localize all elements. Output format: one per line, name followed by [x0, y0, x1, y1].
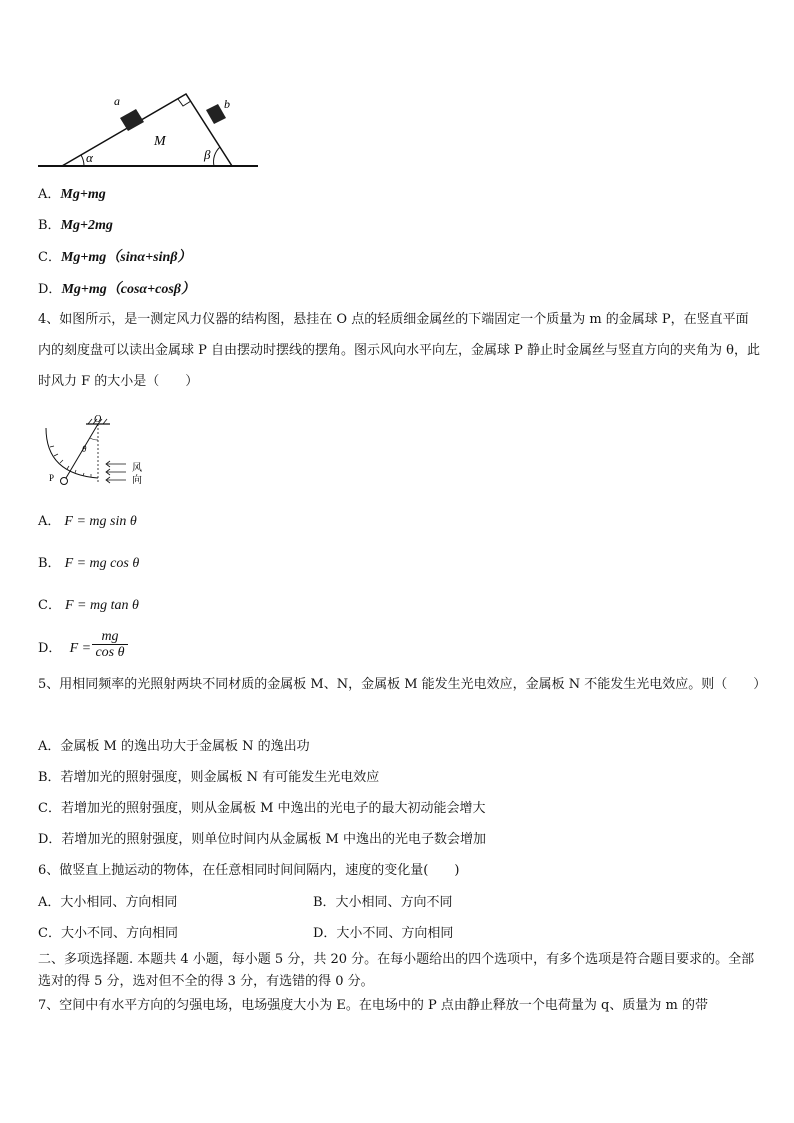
- section-2-instructions: 二、多项选择题. 本题共 4 小题，每小题 5 分，共 20 分。在每小题给出的四个选项中，有多个选项是符合题目要求的。全部选对的得 5 分，选对但不全的得 3 分，有选错的得 0 分。: [38, 952, 755, 989]
- q6-stem: 6、做竖直上抛运动的物体，在任意相同时间间隔内，速度的变化量( ): [38, 863, 460, 878]
- wind-meter-figure: [36, 412, 166, 492]
- q5-option-c: C．若增加光的照射强度，则从金属板 M 中逸出的光电子的最大初动能会增大: [38, 801, 486, 816]
- label-a: a: [114, 94, 120, 108]
- q4-stem: 4、如图所示，是一测定风力仪器的结构图，悬挂在 O 点的轻质细金属丝的下端固定一个质量为 m 的金属球 P，在竖直平面内的刻度盘可以读出金属球 P 自由摆动时摆线的摆角。图示风向水平向左，金属球 P 静止时金属丝与竖直方向的夹角为 θ，此时风力 F 的大小是（ ）: [38, 312, 760, 389]
- q5-option-a: A．金属板 M 的逸出功大于金属板 N 的逸出功: [38, 739, 310, 754]
- q4-option-d: D． F =: [38, 641, 92, 656]
- q3-option-a: A．Mg+mg: [38, 187, 106, 202]
- q6-option-b: B．大小相同、方向不同: [313, 895, 453, 910]
- wedge-figure: [36, 88, 262, 172]
- label-theta: θ: [82, 444, 87, 454]
- q6-option-c: C．大小不同、方向相同: [38, 926, 178, 941]
- q5-option-b: B．若增加光的照射强度，则金属板 N 有可能发生光电效应: [38, 770, 380, 785]
- label-O: O: [94, 414, 102, 425]
- label-P: P: [49, 473, 55, 483]
- label-M: M: [154, 134, 166, 149]
- q3-option-c: C．Mg+mg（sinα+sinβ）: [38, 250, 192, 265]
- q5-stem: 5、用相同频率的光照射两块不同材质的金属板 M、N，金属板 M 能发生光电效应，金属板 N 不能发生光电效应。则（ ）: [38, 677, 767, 692]
- q4-option-d-fraction: mg cos θ: [92, 629, 128, 660]
- q6-option-d: D．大小不同、方向相同: [313, 926, 454, 941]
- q5-option-d: D．若增加光的照射强度，则单位时间内从金属板 M 中逸出的光电子数会增加: [38, 832, 486, 847]
- q4-option-c: C． F = mg tan θ: [38, 598, 139, 613]
- label-wind-2: 向: [132, 475, 142, 486]
- q3-option-d: D．Mg+mg（cosα+cosβ）: [38, 282, 195, 297]
- q7-stem: 7、空间中有水平方向的匀强电场，电场强度大小为 E。在电场中的 P 点由静止释放一个电荷量为 q、质量为 m 的带: [38, 998, 708, 1013]
- label-alpha: α: [86, 150, 93, 165]
- label-wind-1: 风: [132, 463, 142, 474]
- q4-option-a: A． F = mg sin θ: [38, 514, 137, 529]
- label-beta: β: [204, 147, 211, 162]
- q4-option-b: B． F = mg cos θ: [38, 556, 140, 571]
- q6-option-a: A．大小相同、方向相同: [38, 895, 178, 910]
- label-b: b: [224, 97, 230, 111]
- q3-option-b: B．Mg+2mg: [38, 218, 113, 233]
